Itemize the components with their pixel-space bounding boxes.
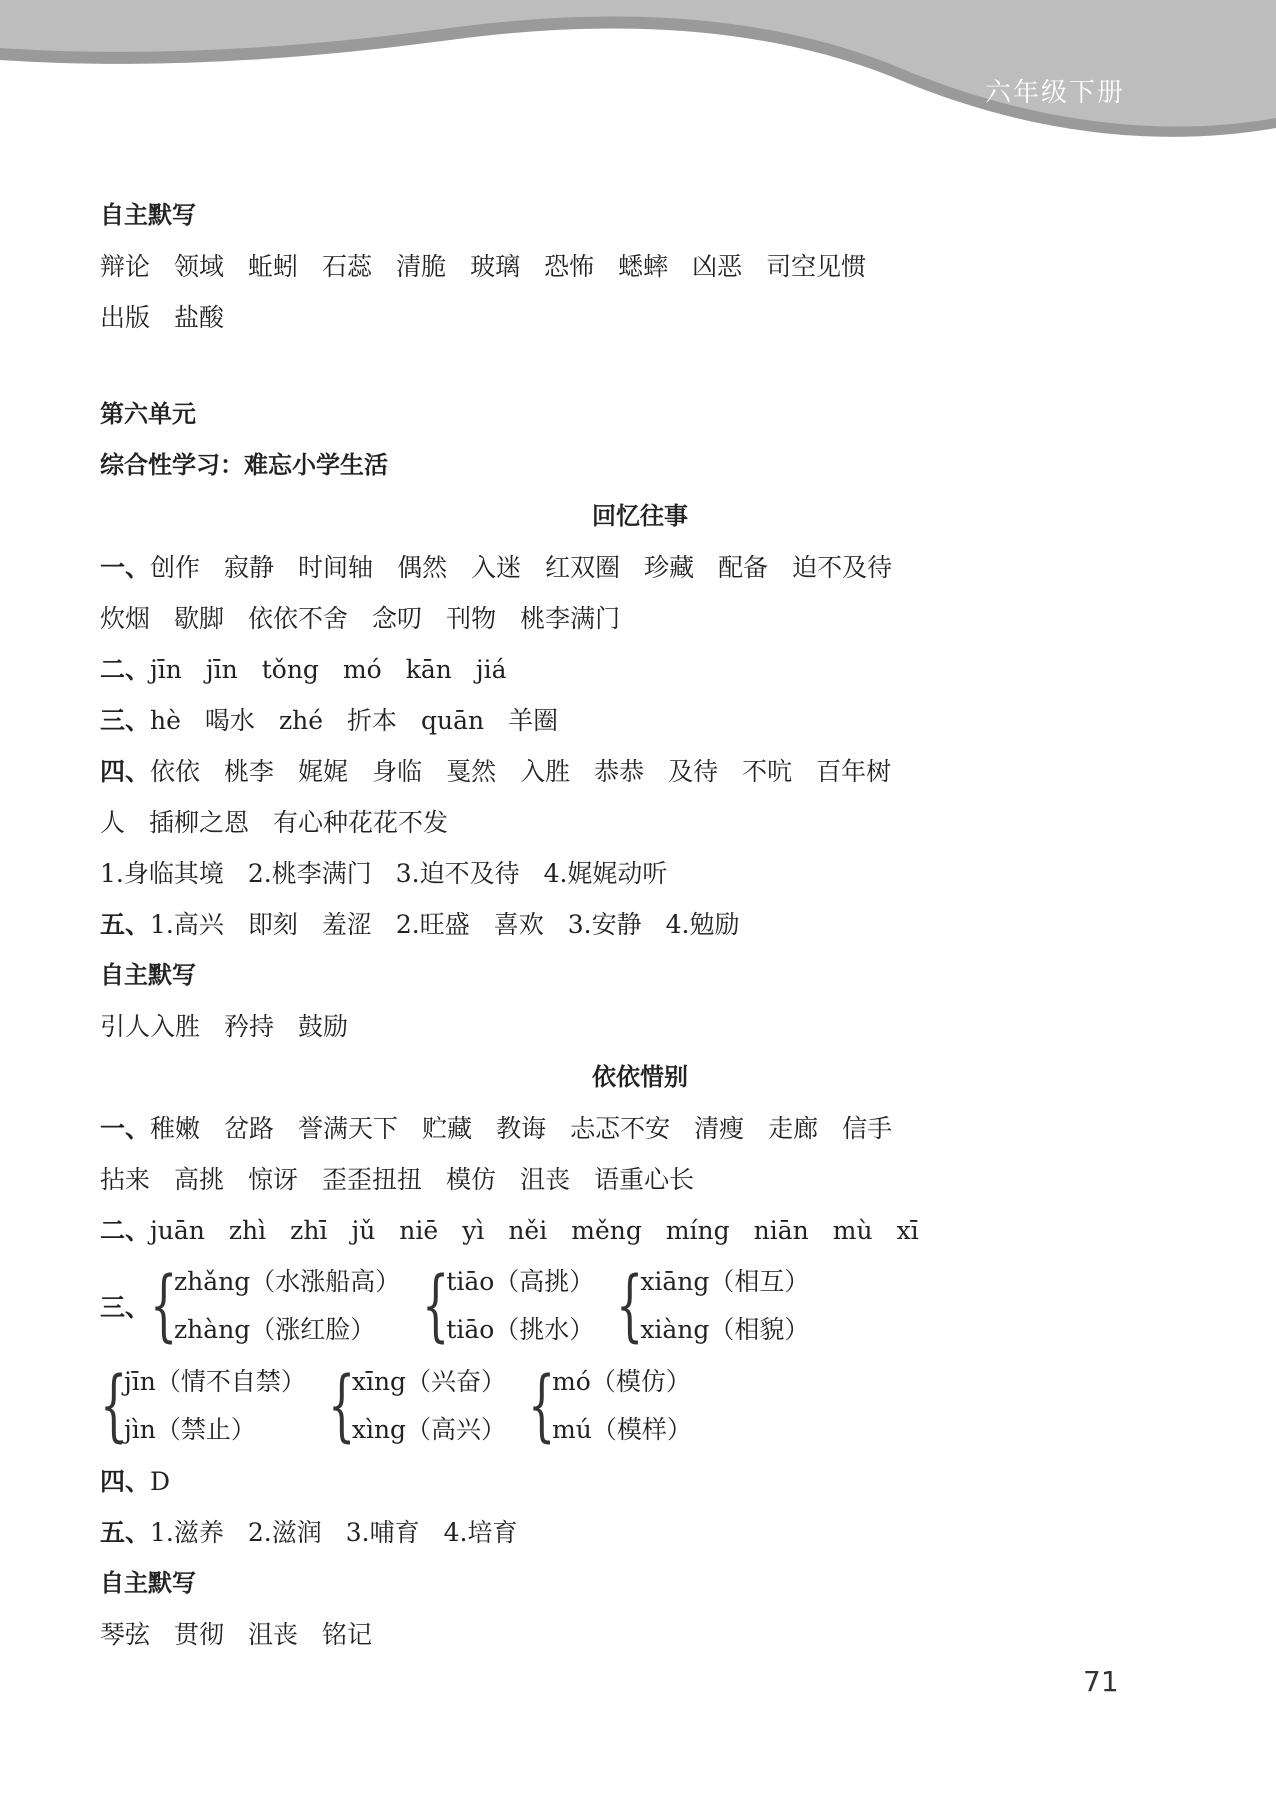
- brace-symbol: {: [327, 1361, 356, 1451]
- answer-line: [100, 292, 1180, 343]
- answer-word: zhī: [290, 1216, 328, 1245]
- answer-word: 2.旺盛: [395, 910, 470, 939]
- answer-word: 蚯蚓: [248, 252, 299, 281]
- answer-word: 依依: [150, 757, 201, 786]
- answer-word: 2.桃李满门: [247, 859, 372, 888]
- q3-row1: [100, 1256, 1180, 1356]
- brace-group: [422, 1258, 594, 1354]
- answer-word: 不吭: [742, 757, 793, 786]
- answer-word: 身临: [372, 757, 423, 786]
- answer-word: niān: [753, 1216, 809, 1245]
- brace-group: [616, 1258, 809, 1354]
- answer-word: 有心种花花不发: [273, 808, 449, 837]
- answer-line: [100, 746, 1180, 797]
- question-label: 一、: [100, 553, 151, 582]
- answer-word: 即刻: [247, 910, 298, 939]
- answer-word: 寂静: [224, 553, 275, 582]
- answer-word: 戛然: [446, 757, 497, 786]
- pinyin-answer: tiāo（高挑）: [446, 1267, 595, 1296]
- answer-word: yì: [462, 1216, 485, 1245]
- q4-label: 四、: [100, 1467, 151, 1496]
- pinyin-answer: zhǎng（水涨船高）: [174, 1267, 401, 1296]
- brace-symbol: {: [100, 1361, 128, 1451]
- question-label: 五、: [100, 1518, 151, 1547]
- part1-dictation: [100, 1001, 1180, 1052]
- answer-word: 3.哺育: [345, 1518, 420, 1547]
- answer-word: 入胜: [520, 757, 571, 786]
- grade-label: 六年级下册: [985, 78, 1126, 108]
- answer-word: 石蕊: [322, 252, 373, 281]
- answer-line: [100, 848, 1180, 899]
- question-label: 一、: [100, 1114, 151, 1143]
- q4-line: [100, 1456, 1180, 1507]
- answer-line: [100, 1205, 1180, 1256]
- answer-word: 沮丧: [520, 1165, 571, 1194]
- answer-word: 蟋蟀: [618, 252, 669, 281]
- answer-word: 鼓励: [298, 1012, 349, 1041]
- answer-word: 2.滋润: [247, 1518, 322, 1547]
- brace-symbol: {: [616, 1261, 644, 1351]
- answer-word: mù: [832, 1216, 873, 1245]
- q3-row2: [100, 1356, 1180, 1456]
- answer-word: 稚嫩: [150, 1114, 201, 1143]
- answer-word: 4.培育: [443, 1518, 518, 1547]
- answer-word: jǔ: [351, 1216, 376, 1245]
- answer-word: jīn: [150, 655, 182, 684]
- answer-word: míng: [665, 1216, 730, 1245]
- answer-word: 依依不舍: [248, 604, 349, 633]
- brace-group: [328, 1358, 506, 1454]
- q5-line: [100, 1507, 1180, 1558]
- answer-word: jīn: [205, 655, 238, 684]
- answer-word: 忐忑不安: [570, 1114, 671, 1143]
- answer-line: [100, 899, 1180, 950]
- pinyin-answer: xìng（高兴）: [351, 1415, 507, 1444]
- answer-word: zhì: [228, 1216, 267, 1245]
- answer-word: 人: [100, 808, 126, 837]
- answer-word: 铭记: [322, 1620, 373, 1649]
- answer-word: 歇脚: [174, 604, 225, 633]
- answer-word: 司空见惯: [766, 252, 867, 281]
- answer-word: 4.娓娓动听: [543, 859, 668, 888]
- unit-subtitle: 综合性学习：难忘小学生活: [100, 451, 388, 479]
- answer-word: 娓娓: [298, 757, 349, 786]
- answer-line: [100, 695, 1180, 746]
- answer-word: měng: [571, 1216, 642, 1245]
- answer-word: 桃李满门: [520, 604, 621, 633]
- answer-word: mó: [342, 655, 382, 684]
- answer-word: 4.勉励: [665, 910, 740, 939]
- answer-word: 插柳之恩: [149, 808, 250, 837]
- answer-word: 出版: [100, 303, 151, 332]
- answer-word: 入迷: [471, 553, 522, 582]
- answer-line: [100, 644, 1180, 695]
- answer-word: 羞涩: [321, 910, 372, 939]
- q3-label: 三、: [100, 1293, 151, 1322]
- answer-word: 创作: [150, 553, 201, 582]
- answer-line: [100, 593, 1180, 644]
- part1-lines: [100, 542, 1180, 950]
- pinyin-answer: zhàng（涨红脸）: [174, 1315, 376, 1344]
- answer-word: quān: [421, 706, 485, 735]
- answer-word: 模仿: [446, 1165, 497, 1194]
- answer-word: 喝水: [204, 706, 255, 735]
- answer-word: zhé: [278, 706, 324, 735]
- answer-word: 岔路: [224, 1114, 275, 1143]
- answer-word: 1.高兴: [150, 910, 224, 939]
- unit-title: 第六单元: [100, 400, 196, 428]
- pinyin-answer: mó（模仿）: [552, 1367, 691, 1396]
- question-label: 二、: [100, 1216, 151, 1245]
- pinyin-answer: jìn（禁止）: [124, 1415, 256, 1444]
- part2-dictation: [100, 1609, 1180, 1660]
- answer-word: 恐怖: [544, 252, 595, 281]
- brace-group: [528, 1358, 692, 1454]
- answer-word: 凶恶: [692, 252, 743, 281]
- section1-lines: [100, 241, 1180, 343]
- answer-word: 沮丧: [248, 1620, 299, 1649]
- question-label: 四、: [100, 757, 151, 786]
- answer-word: 3.迫不及待: [395, 859, 520, 888]
- answer-word: 语重心长: [594, 1165, 695, 1194]
- part2-dictation-heading: 自主默写: [100, 1569, 196, 1597]
- answer-word: 歪歪扭扭: [322, 1165, 423, 1194]
- answer-content: [100, 190, 1180, 1660]
- answer-word: 恭恭: [594, 757, 645, 786]
- answer-word: tǒng: [261, 655, 319, 684]
- answer-word: 红双圈: [545, 553, 621, 582]
- answer-word: xī: [896, 1216, 919, 1245]
- answer-word: 百年树: [816, 757, 892, 786]
- answer-word: 念叨: [372, 604, 423, 633]
- answer-word: 珍藏: [644, 553, 695, 582]
- question-label: 三、: [100, 706, 151, 735]
- answer-word: 刊物: [446, 604, 497, 633]
- brace-group: [100, 1358, 306, 1454]
- part2-lines: [100, 1103, 1180, 1256]
- answer-word: 矜持: [224, 1012, 275, 1041]
- answer-word: 偶然: [397, 553, 448, 582]
- answer-word: 及待: [668, 757, 719, 786]
- pinyin-answer: jīn（情不自禁）: [124, 1367, 306, 1396]
- pinyin-answer: mú（模样）: [552, 1415, 692, 1444]
- answer-word: 迫不及待: [792, 553, 893, 582]
- answer-word: 1.身临其境: [100, 859, 224, 888]
- answer-word: 羊圈: [508, 706, 559, 735]
- question-label: 二、: [100, 655, 151, 684]
- answer-word: 3.安静: [567, 910, 642, 939]
- part1-title: 回忆往事: [592, 502, 688, 530]
- brace-group: [150, 1258, 400, 1354]
- answer-line: [100, 241, 1180, 292]
- section1-heading: 自主默写: [100, 201, 196, 229]
- answer-word: juān: [150, 1216, 205, 1245]
- answer-word: 清瘦: [694, 1114, 745, 1143]
- answer-word: 炊烟: [100, 604, 151, 633]
- answer-word: 走廊: [768, 1114, 819, 1143]
- answer-word: 高挑: [174, 1165, 225, 1194]
- answer-word: 教诲: [496, 1114, 547, 1143]
- answer-word: 桃李: [224, 757, 275, 786]
- pinyin-answer: xīng（兴奋）: [351, 1367, 507, 1396]
- part2-title: 依依惜别: [592, 1063, 688, 1091]
- answer-word: 配备: [718, 553, 769, 582]
- pinyin-answer: xiāng（相互）: [640, 1267, 810, 1296]
- answer-word: hè: [150, 706, 181, 735]
- part1-dictation-heading: 自主默写: [100, 961, 196, 989]
- answer-word: 惊讶: [248, 1165, 299, 1194]
- answer-word: 引人入胜: [100, 1012, 201, 1041]
- answer-word: 琴弦: [100, 1620, 151, 1649]
- pinyin-answer: tiāo（挑水）: [446, 1315, 595, 1344]
- brace-symbol: {: [422, 1261, 450, 1351]
- answer-word: 清脆: [396, 252, 447, 281]
- pinyin-answer: xiàng（相貌）: [640, 1315, 810, 1344]
- answer-word: 拈来: [100, 1165, 151, 1194]
- brace-symbol: {: [150, 1261, 178, 1351]
- brace-symbol: {: [528, 1361, 556, 1451]
- q4-answer: D: [150, 1467, 171, 1496]
- answer-word: 喜欢: [493, 910, 544, 939]
- answer-word: jiá: [475, 655, 507, 684]
- answer-word: 辩论: [100, 252, 151, 281]
- answer-line: [100, 797, 1180, 848]
- answer-line: [100, 542, 1180, 593]
- answer-word: 时间轴: [298, 553, 374, 582]
- answer-word: 誉满天下: [298, 1114, 399, 1143]
- answer-word: 贯彻: [174, 1620, 225, 1649]
- answer-word: 贮藏: [422, 1114, 473, 1143]
- answer-word: kān: [405, 655, 452, 684]
- answer-word: 信手: [842, 1114, 893, 1143]
- answer-word: 折本: [347, 706, 398, 735]
- answer-word: 盐酸: [174, 303, 225, 332]
- answer-word: niē: [399, 1216, 439, 1245]
- answer-line: [100, 1154, 1180, 1205]
- answer-line: [100, 1103, 1180, 1154]
- answer-word: 玻璃: [470, 252, 521, 281]
- answer-word: 领域: [174, 252, 225, 281]
- question-label: 五、: [100, 910, 151, 939]
- answer-word: 1.滋养: [150, 1518, 224, 1547]
- answer-word: něi: [508, 1216, 548, 1245]
- page-number: 71: [1083, 1665, 1119, 1698]
